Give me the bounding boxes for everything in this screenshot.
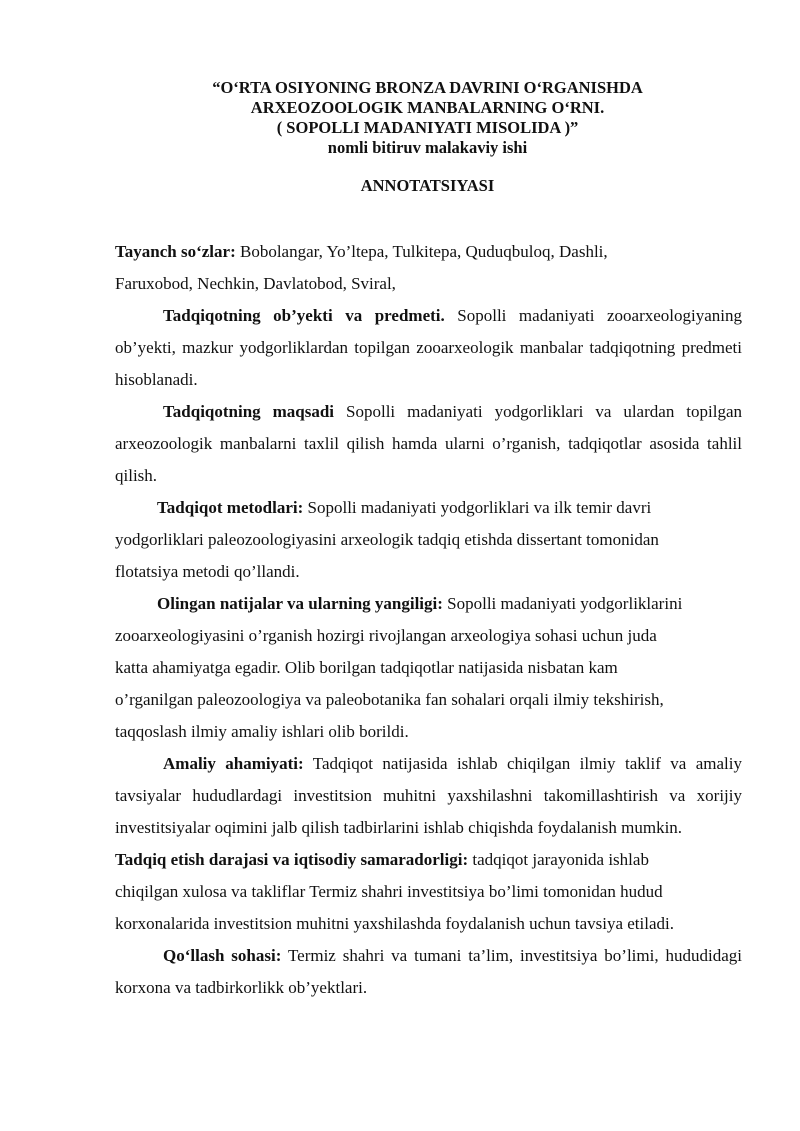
methods-text-3: flotatsiya metodi qo’llandi. <box>115 562 300 581</box>
document-title <box>100 78 755 158</box>
methods-text-1: Sopolli madaniyati yodgorliklari va ilk temir davri <box>303 498 652 517</box>
results-text-5: taqqoslash ilmiy amaliy ishlari olib borildi. <box>115 722 409 741</box>
application-paragraph <box>115 940 742 1004</box>
level-text-1: tadqiqot jarayonida ishlab <box>468 850 649 869</box>
application-label: Qo‘llash sohasi: <box>163 946 282 965</box>
annotation-heading: ANNOTATSIYASI <box>360 176 495 195</box>
results-label: Olingan natijalar va ularning yangiligi: <box>157 594 443 613</box>
goal-paragraph <box>115 396 742 492</box>
results-text-4: o’rganilgan paleozoologiya va paleobotanika fan sohalari orqali ilmiy tekshirish, <box>115 690 664 709</box>
practical-text: Tadqiqot natijasida ishlab chiqilgan ilmiy taklif va amaliy tavsiyalar hududlardagi investitsion muhitni yaxshilashni takomillashtirish va xorijiy investitsiyalar oqimini jalb qilish tadbirlarini ishlab chiqishda foydalanish mumkin. <box>115 754 742 837</box>
results-text-2: zooarxeologiyasini o’rganish hozirgi rivojlangan arxeologiya sohasi uchun juda <box>115 626 657 645</box>
methods-text-2: yodgorliklari paleozoologiyasini arxeologik tadqiq etishda dissertant tomonidan <box>115 530 659 549</box>
goal-text: Sopolli madaniyati yodgorliklari va ulardan topilgan arxeozoologik manbalarni taxlil qilish hamda ularni o’rganish, tadqiqotlar asosida tahlil qilish. <box>115 402 742 485</box>
results-text-1: Sopolli madaniyati yodgorliklarini <box>442 594 683 613</box>
results-text-3: katta ahamiyatga egadir. Olib borilgan tadqiqotlar natijasida nisbatan kam <box>115 658 618 677</box>
keywords-text-2: Faruxobod, Nechkin, Davlatobod, Sviral, <box>115 274 396 293</box>
level-text-2: chiqilgan xulosa va takliflar Termiz shahri investitsiya bo’limi tomonidan hudud <box>115 882 663 901</box>
practical-label: Amaliy ahamiyati: <box>163 754 304 773</box>
level-label: Tadqiq etish darajasi va iqtisodiy samaradorligi: <box>115 850 469 869</box>
level-text-3: korxonalarida investitsion muhitni yaxshilashda foydalanish uchun tavsiya etiladi. <box>115 914 674 933</box>
goal-label: Tadqiqotning maqsadi <box>163 402 335 421</box>
methods-label: Tadqiqot metodlari: <box>157 498 304 517</box>
methods-paragraph <box>115 492 742 588</box>
object-paragraph <box>115 300 742 396</box>
keywords-label: Tayanch so‘zlar: <box>115 242 236 261</box>
level-paragraph <box>115 844 742 940</box>
title-line-4: nomli bitiruv malakaviy ishi <box>327 138 528 157</box>
title-line-2: ARXEOZOOLOGIK MANBALARNING O‘RNI. <box>250 98 605 117</box>
title-line-3: ( SOPOLLI MADANIYATI MISOLIDA )” <box>276 118 579 137</box>
results-paragraph <box>115 588 742 748</box>
keywords-text-1: Bobolangar, Yo’ltepa, Tulkitepa, Quduqbuloq, Dashli, <box>235 242 608 261</box>
object-text: Sopolli madaniyati zooarxeologiyaning ob’yekti, mazkur yodgorliklardan topilgan zooarxeologik manbalar tadqiqotning predmeti hisoblanadi. <box>115 306 742 389</box>
practical-paragraph <box>115 748 742 844</box>
application-text: Termiz shahri va tumani ta’lim, investitsiya bo’limi, hududidagi korxona va tadbirkorlikk ob’yektlari. <box>115 946 742 997</box>
annotation-body <box>115 236 742 1004</box>
object-label: Tadqiqotning ob’yekti va predmeti. <box>163 306 445 325</box>
title-line-1: “O‘RTA OSIYONING BRONZA DAVRINI O‘RGANISHDA <box>212 78 643 97</box>
keywords-paragraph <box>115 236 742 300</box>
